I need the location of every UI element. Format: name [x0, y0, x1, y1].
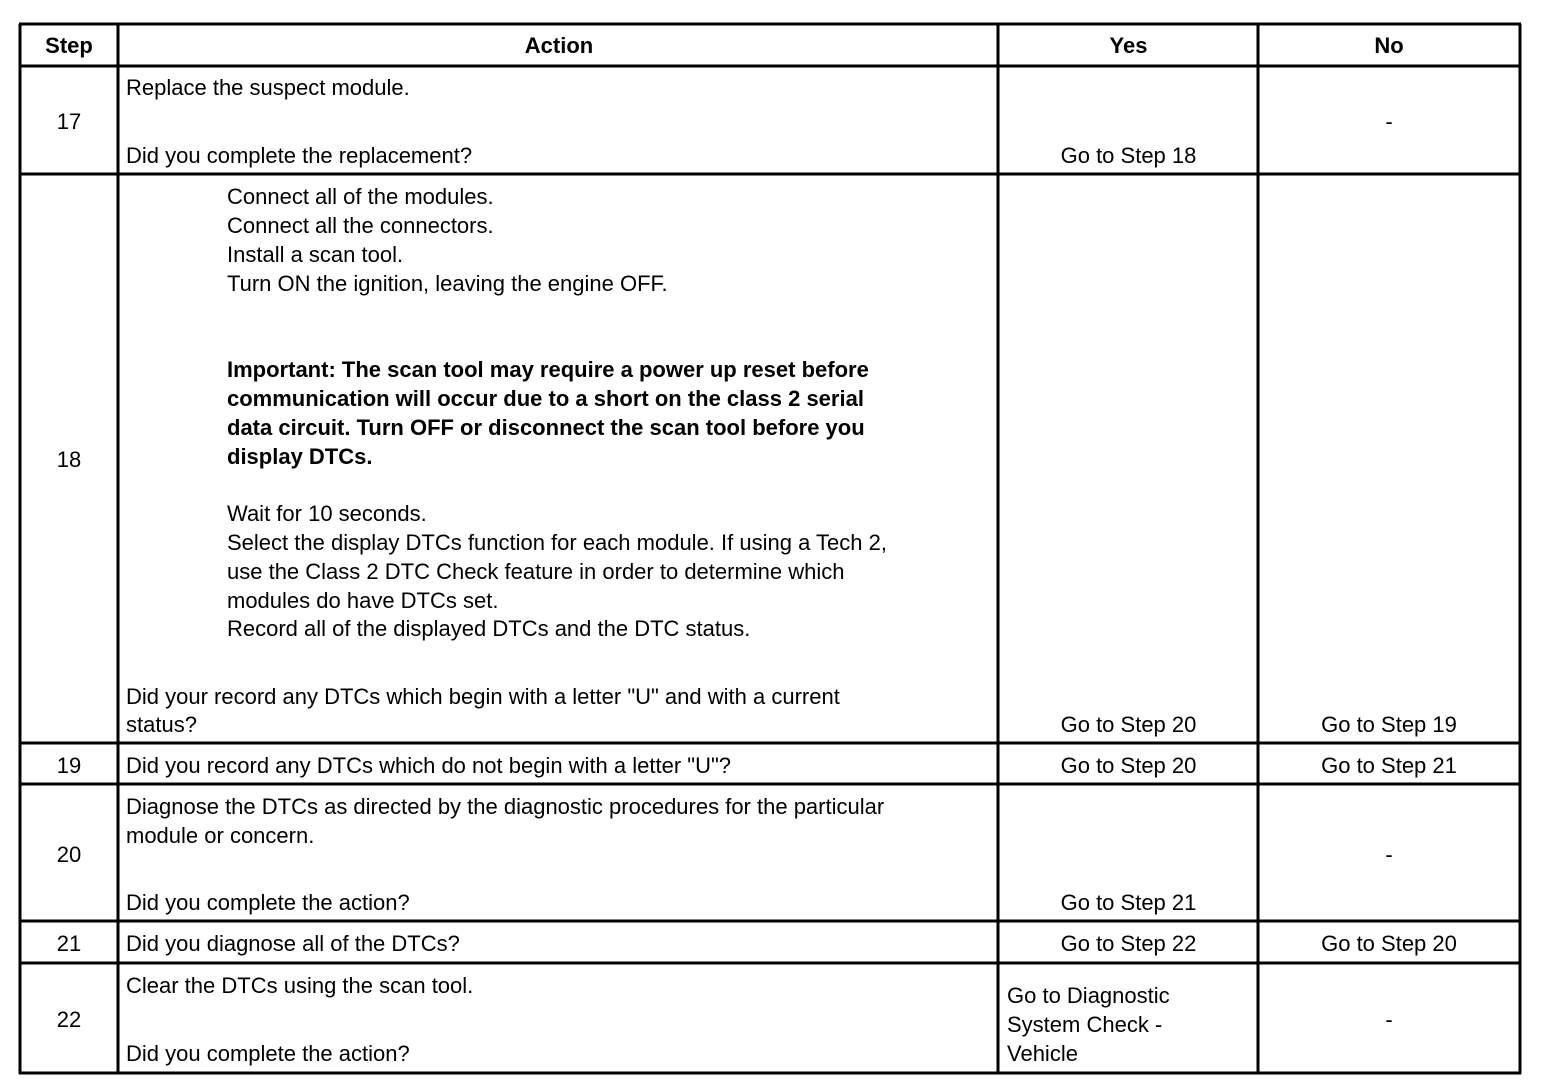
no-result: Go to Step 20	[1321, 931, 1457, 956]
action-question: status?	[126, 712, 197, 737]
important-note: communication will occur due to a short on the class 2 serial	[227, 386, 864, 411]
step-number: 17	[56, 109, 82, 134]
action-list-item: use the Class 2 DTC Check feature in order to determine which	[227, 559, 845, 584]
step-number: 18	[56, 447, 82, 472]
yes-result: Vehicle	[1007, 1041, 1078, 1066]
no-result: -	[1385, 1007, 1393, 1032]
action-question: Did you complete the action?	[126, 890, 410, 915]
header-action: Action	[524, 33, 594, 58]
important-note: display DTCs.	[227, 444, 373, 469]
action-list-item: Turn ON the ignition, leaving the engine OFF.	[227, 271, 668, 296]
yes-result: Go to Step 22	[1060, 931, 1197, 956]
action-text: Replace the suspect module.	[126, 75, 410, 100]
action-list-item: Select the display DTCs function for each module. If using a Tech 2,	[227, 530, 887, 555]
action-question: Did your record any DTCs which begin with a letter "U" and with a current	[126, 684, 840, 709]
step-number: 20	[56, 842, 82, 867]
action-list-item: Connect all of the modules.	[227, 184, 494, 209]
action-question: Did you diagnose all of the DTCs?	[126, 931, 460, 956]
yes-result: Go to Step 20	[1060, 712, 1197, 737]
action-text: Clear the DTCs using the scan tool.	[126, 973, 474, 998]
header-no: No	[1374, 33, 1404, 58]
action-question: Did you complete the replacement?	[126, 143, 473, 168]
no-result: -	[1385, 842, 1393, 867]
action-list-item: Connect all the connectors.	[227, 213, 494, 238]
action-text: Diagnose the DTCs as directed by the diagnostic procedures for the particular	[126, 794, 885, 819]
yes-result: System Check -	[1007, 1012, 1163, 1037]
yes-result: Go to Diagnostic	[1007, 983, 1170, 1008]
action-list-item: Install a scan tool.	[227, 242, 404, 267]
important-note: Important: The scan tool may require a power up reset before	[227, 357, 869, 382]
step-number: 22	[56, 1007, 82, 1032]
header-yes: Yes	[1109, 33, 1148, 58]
action-question: Did you record any DTCs which do not begin with a letter "U"?	[126, 753, 732, 778]
action-list-item: Wait for 10 seconds.	[227, 501, 427, 526]
action-text: module or concern.	[126, 823, 315, 848]
no-result: Go to Step 19	[1321, 712, 1457, 737]
action-question: Did you complete the action?	[126, 1041, 410, 1066]
important-note: data circuit. Turn OFF or disconnect the scan tool before you	[227, 415, 865, 440]
yes-result: Go to Step 21	[1060, 890, 1197, 915]
header-step: Step	[45, 33, 93, 58]
no-result: -	[1385, 109, 1393, 134]
yes-result: Go to Step 18	[1060, 143, 1197, 168]
action-list-item: Record all of the displayed DTCs and the DTC status.	[227, 616, 751, 641]
yes-result: Go to Step 20	[1060, 753, 1197, 778]
step-number: 19	[56, 753, 82, 778]
step-number: 21	[56, 931, 82, 956]
no-result: Go to Step 21	[1321, 753, 1457, 778]
action-list-item: modules do have DTCs set.	[227, 588, 499, 613]
